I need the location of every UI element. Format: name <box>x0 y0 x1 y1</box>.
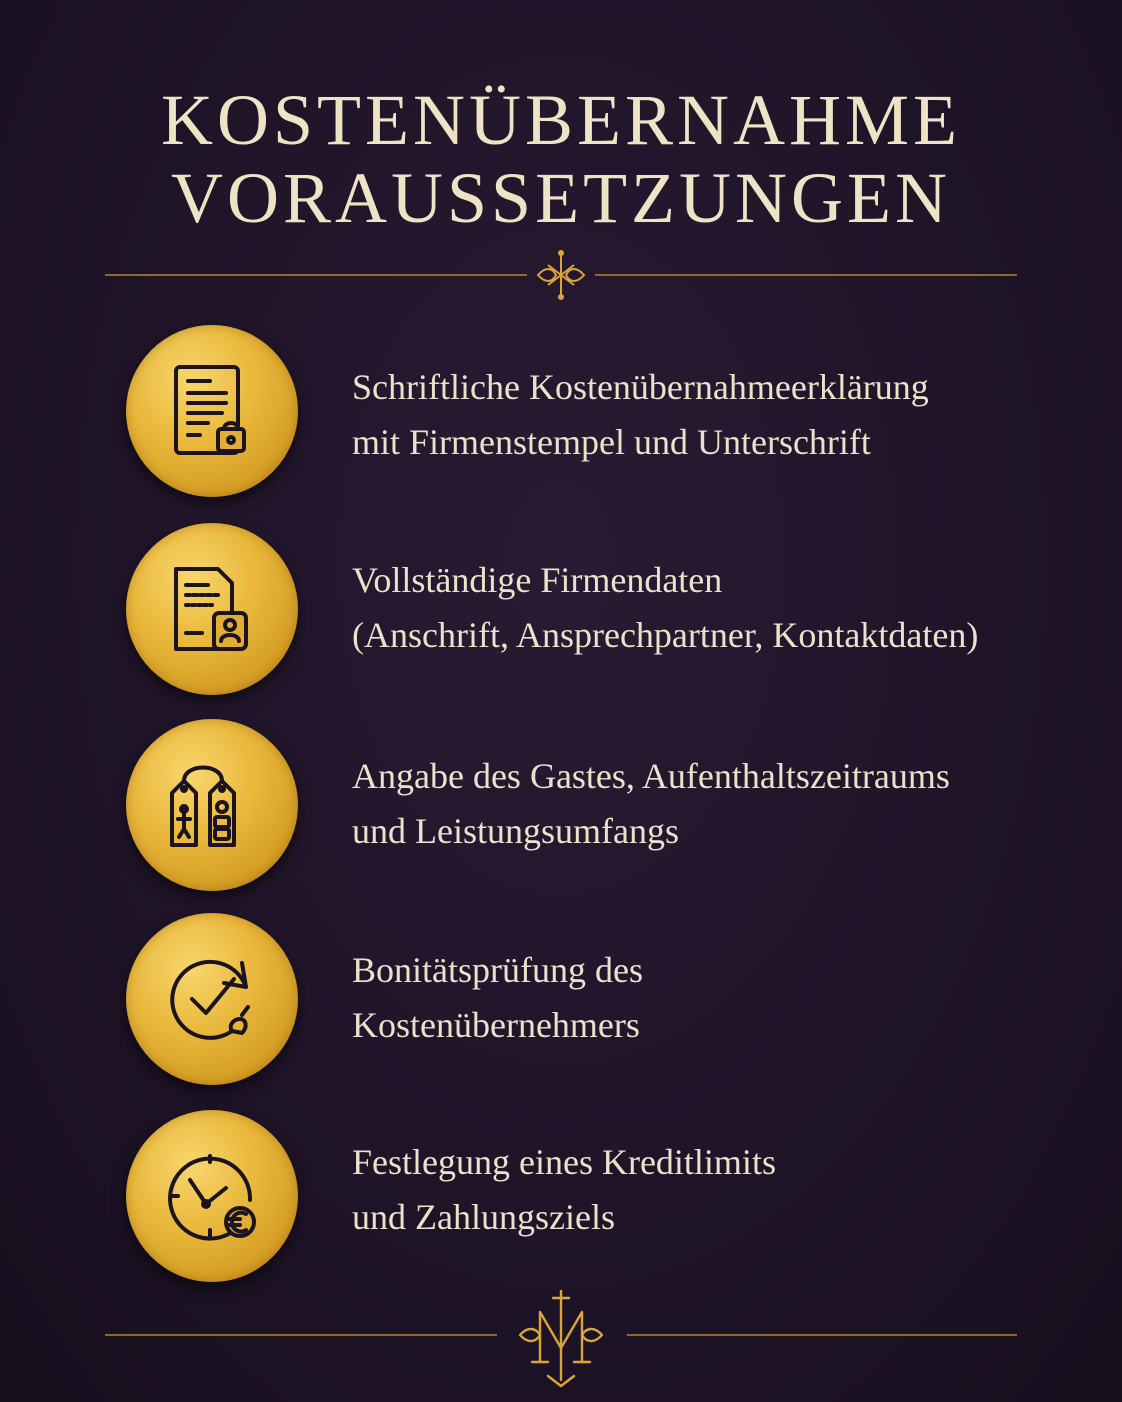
clock-euro-icon <box>162 1146 262 1246</box>
gold-medallion <box>126 719 298 891</box>
list-item-3 <box>0 719 1122 899</box>
item-5-line-1: Festlegung eines Kreditlimits <box>352 1142 776 1182</box>
item-3-line-1: Angabe des Gastes, Aufenthaltszeitraums <box>352 756 950 796</box>
gold-medallion <box>126 325 298 497</box>
signed-document-icon <box>162 361 262 461</box>
item-1-line-2: mit Firmenstempel und Unterschrift <box>352 422 871 462</box>
monogram-logo-icon <box>520 1290 602 1386</box>
guest-tags-icon <box>162 755 262 855</box>
list-item-4 <box>0 913 1122 1093</box>
item-1-line-1: Schriftliche Kostenübernahmeerklärung <box>352 367 929 407</box>
gold-medallion <box>126 1110 298 1282</box>
item-3-line-2: und Leistungsumfangs <box>352 811 679 851</box>
page-title-line-2: VORAUSSETZUNGEN <box>171 158 951 238</box>
credit-check-icon <box>162 949 262 1049</box>
item-2-line-1: Vollständige Firmendaten <box>352 560 723 600</box>
item-4-line-2: Kostenübernehmers <box>352 1005 640 1045</box>
gold-medallion <box>126 523 298 695</box>
page-title-line-1: KOSTENÜBERNAHME <box>160 80 961 160</box>
ornamental-divider-top <box>0 245 1122 305</box>
flourish-ornament-icon <box>538 251 584 299</box>
item-4-line-1: Bonitätsprüfung des <box>352 950 643 990</box>
company-data-icon <box>162 559 262 659</box>
ornamental-divider-bottom <box>0 1290 1122 1390</box>
item-5-line-2: und Zahlungsziels <box>352 1197 615 1237</box>
list-item-1 <box>0 325 1122 505</box>
item-2-line-2: (Anschrift, Ansprechpartner, Kontaktdaten) <box>352 615 979 655</box>
gold-medallion <box>126 913 298 1085</box>
list-item-5 <box>0 1110 1122 1290</box>
list-item-2 <box>0 523 1122 703</box>
